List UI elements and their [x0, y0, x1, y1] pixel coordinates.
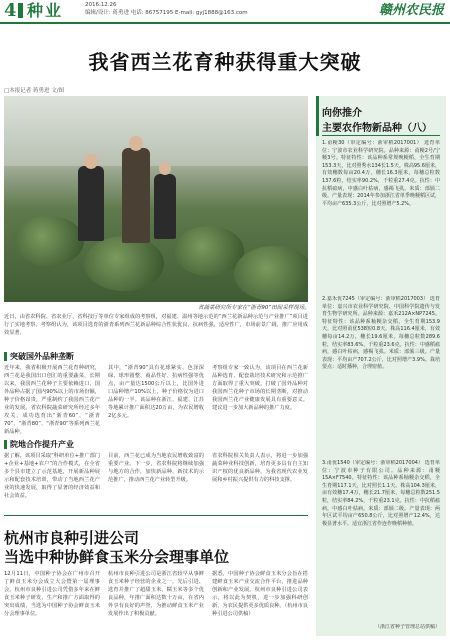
second-headline-line2: 当选中种协鲜食玉米分会理事单位: [4, 548, 230, 566]
article-column-3: 考察组专家一致认为，该项目在西兰花新品种选育、配套栽培技术研究和示范推广方面取得了重大突破，打破了国外品种对我国西兰花种子市场的长期垄断，对推动我国西兰花产业健康发展具有重要意义。建议进一步加大新品种的推广力度。: [212, 365, 308, 411]
main-headline: 我省西兰花育种获得重大突破: [88, 50, 362, 74]
article-column-2: 其中，“浙青90”具有花球紧实、色泽深绿、球形圆整、商品性好、抗病性强等优点，亩产量达1500公斤以上，比国外进口品种增产10%以上，种子价格仅为进口品种的一半。该品种在浙江、福建、江苏等地累计推广面积达20万亩，为农民增收2亿多元。: [108, 365, 204, 419]
article-photo: [4, 96, 308, 302]
article-divider: [4, 515, 308, 516]
newspaper-logo: 赣州农民报: [378, 3, 444, 18]
sidebar-subtitle: 主要农作物新品种（八）: [322, 123, 432, 134]
subhead-2: 院地合作提升产业: [10, 440, 74, 449]
issue-date: 2016.12.26: [85, 2, 117, 8]
sidebar-accent-bar: [316, 96, 319, 136]
subhead-marker: [4, 440, 7, 449]
sidebar-title: 向你推介: [322, 108, 362, 119]
second-article-column-2: 杭州市良种引进公司是浙江省较早从事鲜食玉米种子经营的企业之一，先后引进、选育并推广了超甜玉米、糯玉米等多个优良品种，年推广面积达数十万亩，在省内外享有良好的声誉，为推动鲜食玉米产业发展作出了积极贡献。: [108, 571, 204, 617]
subhead-marker: [4, 352, 7, 361]
article-column-1: 近年来，我省积极开展西兰花育种研究，西兰花是我国出口创汇的重要蔬菜，长期以来，我国西兰花种子主要依赖进口，国外品种占据了国内90%以上的市场份额，种子价格昂贵，严重制约了我国西兰花产业的发展。省农科院蔬菜研究所经过多年攻关，成功选育出“浙青60”、“浙青70”、“浙青80”、“浙青90”等系列西兰花新品种。: [4, 365, 100, 435]
section-title: 种业: [27, 1, 64, 20]
article-column-3b: 省农科院相关负责人表示，将进一步加强蔬菜种业科技创新，培育更多具有自主知识产权的优良新品种，为我省现代农业发展和乡村振兴提供有力的科技支撑。: [212, 453, 308, 483]
sidebar-divider: [322, 135, 440, 136]
sidebar-item-2: 2.嘉禾优7245（审定编号：浙审稻2017003） 选育单位：嘉兴市农业科学研究院、中国科学院遗传与发育生物学研究所。品种来源：嘉禾212A×NP7245。特征特性：该品种系籼粳杂交稻，全生育期153.9天，比对照甬优538短0.8天。株高116.4厘米，有效穗每亩14.2万，穗长19.6厘米，每穗总粒数289.6粒，结实率83.6%，千粒重23.6克。抗性：中感稻瘟病，感白叶枯病，感褐飞虱。米质：部颁三级。产量表现：平均亩产707.2公斤，比对照增产3.9%。栽培要点：适时播种，合理密植。: [322, 296, 440, 371]
second-headline-line1: 杭州市良种引进公司: [4, 529, 140, 547]
sidebar-item-3: 3.甬优1540（审定编号：浙审稻2017004） 选育单位：宁波市种子有限公司。品种来源：甬粳15A×F7540。特征特性：该品种系籼粳杂交稻，全生育期117.1天，比对照长1.1天。株高104.3厘米，亩有效穗17.4万，穗长21.7厘米，每穗总粒数251.5粒，结实率84.2%，千粒重23.1克。抗性：中抗稻瘟病，中感白叶枯病。米质：部颁二级。产量表现：两年区试平均亩产650.8公斤，比对照增产12.4%，达极显著水平。适宜浙江省作连作晚稻种植。: [322, 460, 440, 527]
sidebar-footer: （浙江省种子管理总站供稿）: [374, 624, 440, 630]
page-number-bar: [18, 3, 23, 18]
editor-contact: 编辑/设计: 蒋勇进 电话: 86757195 E-mail: gyj1888@163.com: [85, 10, 248, 16]
article-intro: 近日，由省农科院、省农业厅、省科技厅等单位专家组成的考察组，对福建、温州等地示范的“西兰花新品种示范与产业推广”项目进行了实地考察。考察组认为，该项目选育的浙青系列西兰花新品种综合性状优良，抗病性强，适应性广，市场前景广阔，推广应用成效显著。: [4, 314, 308, 336]
second-article-column-1: 12月11日，中国种子协会在广州市召开了鲜食玉米分会成立大会暨第一届理事会。杭州市良种引进公司凭借多年来在鲜食玉米种子研发、生产和推广方面取得的突出成绩，当选为中国种子协会鲜食玉米分会理事单位。: [4, 571, 100, 617]
article-column-1b: 据了解，该项目采取“科研单位+推广部门+企业+基地+农户”的合作模式，在全省多个县市建立了示范基地，开展新品种展示和配套技术培训，带动了当地西兰花产业的快速发展，取得了显著的经济效益和社会效益。: [4, 453, 100, 499]
byline: □本报记者 蒋勇进 文/图: [4, 88, 65, 94]
subhead-1: 突破国外品种垄断: [10, 352, 74, 361]
sidebar-item-1: 1.甬粳30（审定编号：浙审稻2017001） 选育单位：宁波市农业科学研究院。品种来源：甬粳2号/宁粳3号。特征特性：该品种系常规晚粳稻，全生育期153.3天，比对照秀水134长1.5天。株高95.6厘米，有效穗数每亩20.4万，穗长16.3厘米，每穗总粒数137.6粒，结实率90.2%，千粒重27.4克。抗性：中抗稻瘟病，中感白叶枯病，感褐飞虱。米质：部颁二级。产量表现：2014年参加浙江省单季晚粳稻区试，平均亩产635.3公斤，比对照增产5.2%。: [322, 140, 440, 207]
photo-caption: 省蔬菜研究所专家在“浙青90”田间采样现场。: [198, 305, 310, 311]
page-number: 4: [4, 0, 17, 21]
second-article-column-3: 据悉，中国种子协会鲜食玉米分会旨在搭建鲜食玉米产业交流合作平台，推进品种创新和产业发展。杭州市良种引进公司表示，将以此为契机，进一步加强科研创新，为农民提供更多优质良种。（杭州市良种引进公司供稿）: [212, 571, 308, 617]
article-column-2b: 目前，西兰花已成为当地农民增收致富的重要产业。下一步，省农科院将继续加强与地方的合作，加快新品种、新技术的示范推广，推动西兰花产业转型升级。: [108, 453, 204, 483]
